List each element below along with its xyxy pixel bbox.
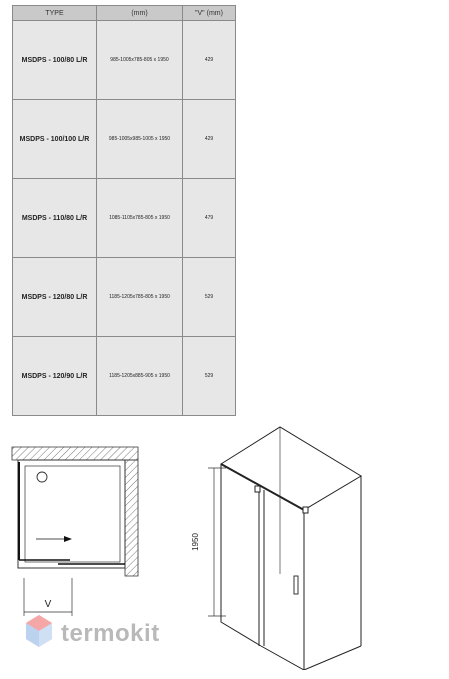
cell-v: 529 bbox=[183, 337, 236, 416]
header-dimensions: (mm) bbox=[97, 6, 183, 21]
header-type: TYPE bbox=[13, 6, 97, 21]
cell-type: MSDPS - 100/80 L/R bbox=[13, 21, 97, 100]
cell-type: MSDPS - 120/90 L/R bbox=[13, 337, 97, 416]
v-dimension bbox=[24, 578, 72, 616]
watermark-text: termokit bbox=[61, 620, 160, 647]
v-label: V bbox=[44, 599, 52, 610]
cell-dimensions: 1185-1205x885-905 x 1950 bbox=[97, 337, 183, 416]
table-row bbox=[13, 179, 236, 258]
elevation-drawing bbox=[186, 424, 366, 670]
shower-tray bbox=[18, 460, 125, 568]
spec-table bbox=[12, 5, 236, 416]
cell-v: 479 bbox=[183, 179, 236, 258]
table-row bbox=[13, 100, 236, 179]
cell-v: 429 bbox=[183, 21, 236, 100]
table-row bbox=[13, 21, 236, 100]
table-row bbox=[13, 258, 236, 337]
cell-v: 429 bbox=[183, 100, 236, 179]
header-v: "V" (mm) bbox=[183, 6, 236, 21]
table-header-row bbox=[13, 6, 236, 21]
termokit-logo-icon bbox=[24, 614, 54, 650]
cell-type: MSDPS - 110/80 L/R bbox=[13, 179, 97, 258]
shower-enclosure bbox=[221, 427, 361, 670]
height-label: 1950 bbox=[191, 533, 200, 551]
cell-dimensions: 1185-1205x785-805 x 1950 bbox=[97, 258, 183, 337]
watermark bbox=[24, 614, 184, 656]
cell-type: MSDPS - 120/80 L/R bbox=[13, 258, 97, 337]
height-dimension bbox=[208, 468, 226, 616]
cell-dimensions: 985-1005x985-1005 x 1950 bbox=[97, 100, 183, 179]
cell-dimensions: 985-1005x785-805 x 1950 bbox=[97, 21, 183, 100]
table-row bbox=[13, 337, 236, 416]
plan-view-drawing bbox=[10, 444, 142, 620]
cell-type: MSDPS - 100/100 L/R bbox=[13, 100, 97, 179]
door-handle-icon bbox=[294, 576, 298, 594]
cell-dimensions: 1085-1105x785-805 x 1950 bbox=[97, 179, 183, 258]
cell-v: 529 bbox=[183, 258, 236, 337]
